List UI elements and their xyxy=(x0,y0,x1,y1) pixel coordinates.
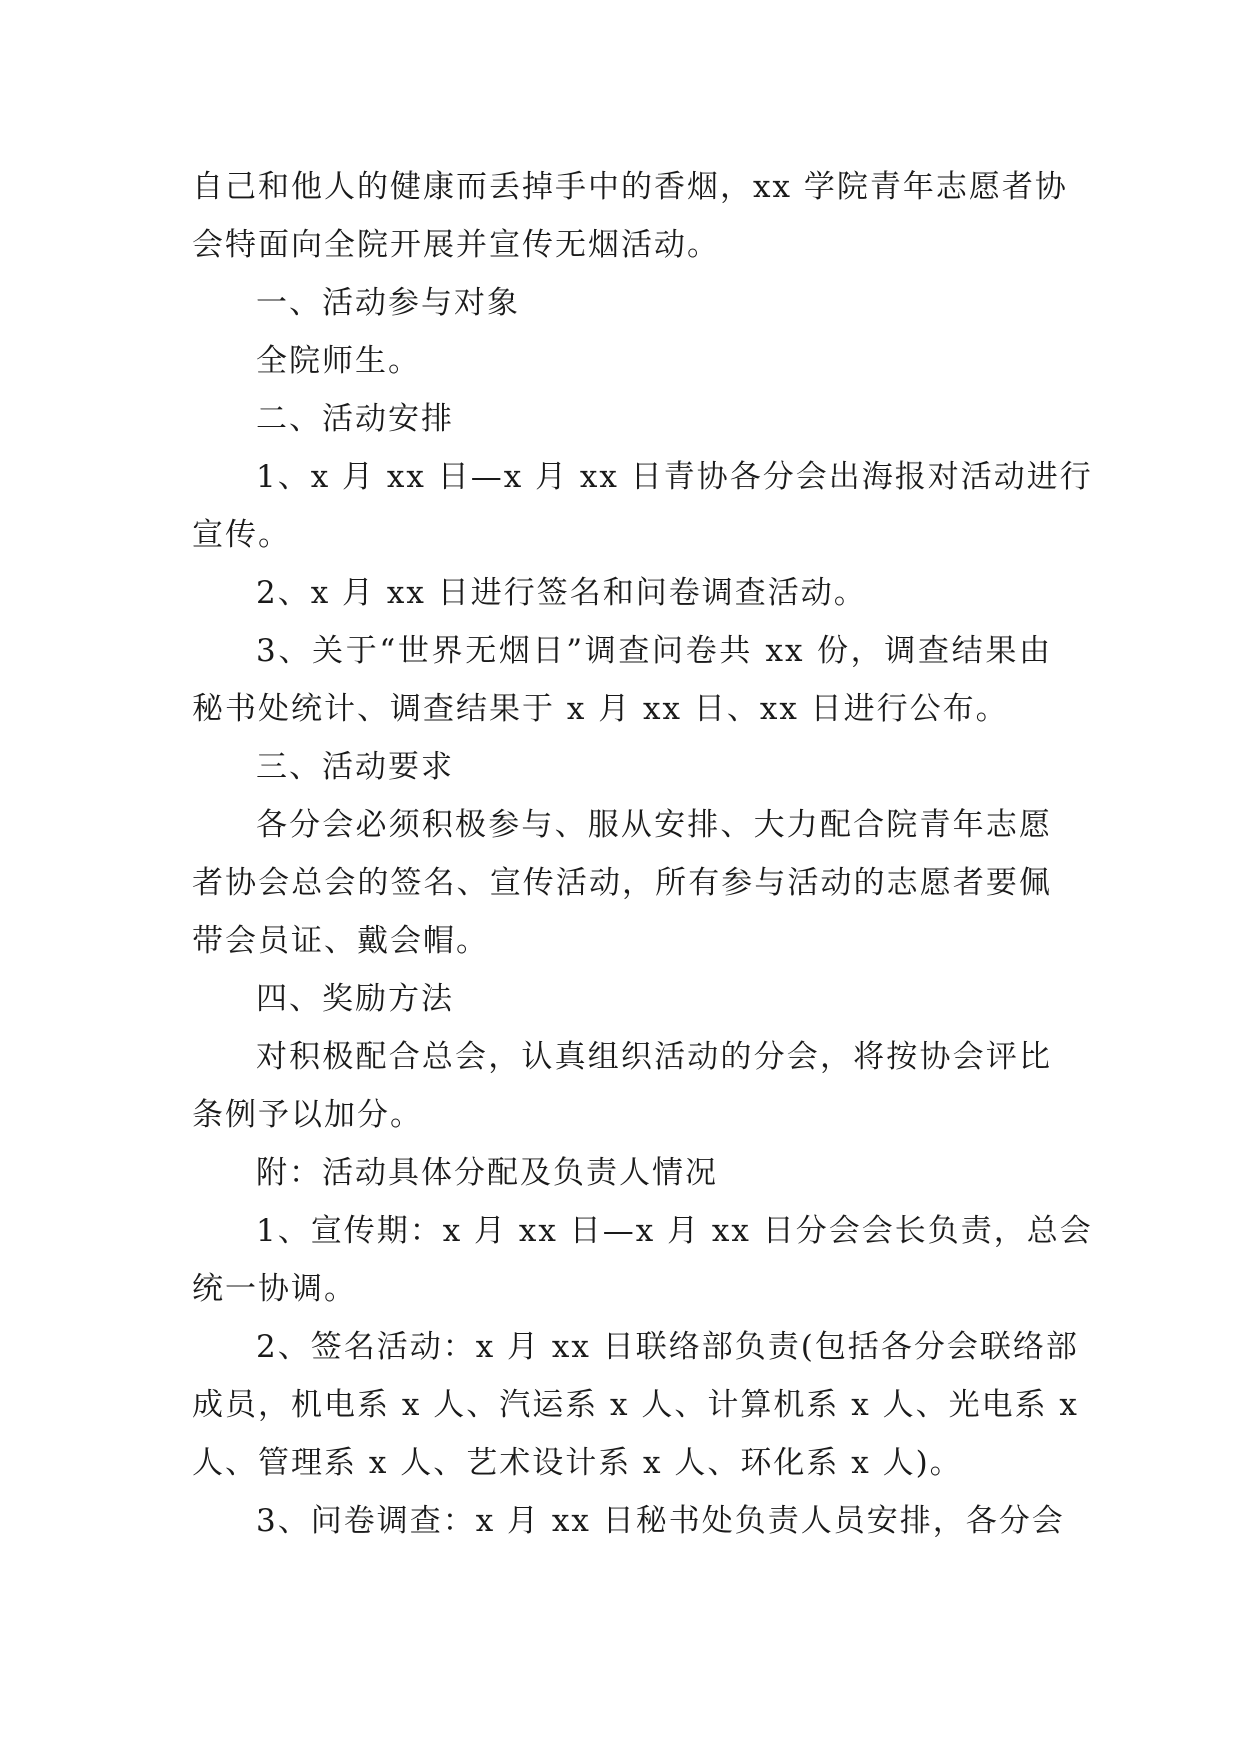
text-line: 者协会总会的签名、宣传活动，所有参与活动的志愿者要佩 xyxy=(192,865,1052,901)
text-line: 3、问卷调查：x 月 xx 日秘书处负责人员安排，各分会 xyxy=(256,1503,1065,1539)
text-line: 2、签名活动：x 月 xx 日联络部负责(包括各分会联络部 xyxy=(256,1329,1079,1365)
text-line: 成员，机电系 x 人、汽运系 x 人、计算机系 x 人、光电系 x xyxy=(192,1387,1079,1423)
text-line: 3、关于“世界无烟日”调查问卷共 xx 份，调查结果由 xyxy=(256,633,1052,669)
text-line: 带会员证、戴会帽。 xyxy=(192,923,489,959)
text-line: 二、活动安排 xyxy=(256,401,454,437)
document-body xyxy=(192,158,1093,1550)
text-line: 附：活动具体分配及负责人情况 xyxy=(256,1155,718,1191)
text-line: 各分会必须积极参与、服从安排、大力配合院青年志愿 xyxy=(256,807,1052,843)
text-line: 会特面向全院开展并宣传无烟活动。 xyxy=(192,227,720,263)
text-line: 2、x 月 xx 日进行签名和问卷调查活动。 xyxy=(256,575,867,611)
text-line: 人、管理系 x 人、艺术设计系 x 人、环化系 x 人)。 xyxy=(192,1445,963,1481)
text-line: 秘书处统计、调查结果于 x 月 xx 日、xx 日进行公布。 xyxy=(192,691,1009,727)
text-line: 条例予以加分。 xyxy=(192,1097,423,1133)
text-line: 自己和他人的健康而丢掉手中的香烟，xx 学院青年志愿者协 xyxy=(192,169,1068,205)
text-line: 宣传。 xyxy=(192,517,291,553)
text-line: 对积极配合总会，认真组织活动的分会，将按协会评比 xyxy=(256,1039,1052,1075)
text-line: 1、宣传期：x 月 xx 日—x 月 xx 日分会会长负责，总会 xyxy=(256,1213,1093,1249)
text-line: 1、x 月 xx 日—x 月 xx 日青协各分会出海报对活动进行 xyxy=(256,459,1093,495)
text-line: 全院师生。 xyxy=(256,343,421,379)
text-line: 四、奖励方法 xyxy=(256,981,454,1017)
text-line: 三、活动要求 xyxy=(256,749,454,785)
text-line: 一、活动参与对象 xyxy=(256,285,520,321)
text-line: 统一协调。 xyxy=(192,1271,357,1307)
